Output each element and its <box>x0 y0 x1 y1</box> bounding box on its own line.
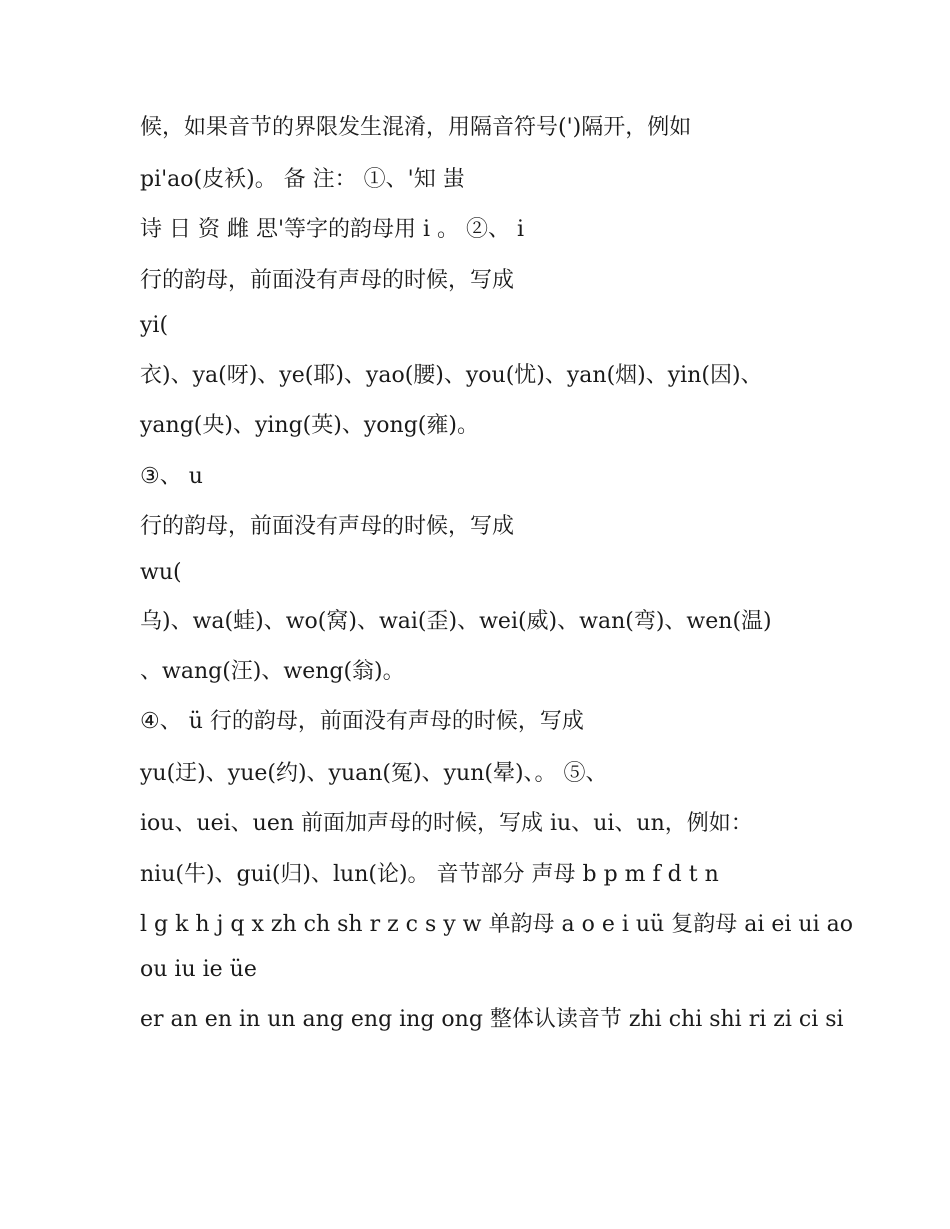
text-line: 诗 日 资 雌 思'等字的韵母用 i 。 ②、 i <box>140 217 525 242</box>
text-line: yu(迂)、yue(约)、yuan(冤)、yun(晕)、。 ⑤、 <box>140 761 608 786</box>
text-line: iou、uei、uen 前面加声母的时候，写成 iu、ui、un，例如： <box>140 811 753 836</box>
text-line: niu(牛)、gui(归)、lun(论)。 音节部分 声母 b p m f d t n <box>140 862 719 887</box>
text-line: 衣)、ya(呀)、ye(耶)、yao(腰)、you(忧)、yan(烟)、yin(因)、 <box>140 363 763 388</box>
text-line: 候，如果音节的界限发生混淆，用隔音符号(')隔开，例如 <box>140 115 692 140</box>
text-line: 行的韵母，前面没有声母的时候，写成 <box>140 514 515 539</box>
text-line: pi'ao(皮袄)。 备 注： ①、'知 蚩 <box>140 167 465 192</box>
text-line: ④、 ü 行的韵母，前面没有声母的时候，写成 <box>140 709 584 734</box>
text-line: 乌)、wa(蛙)、wo(窝)、wai(歪)、wei(威)、wan(弯)、wen(温) <box>140 609 772 634</box>
text-line: ou iu ie üe <box>140 957 257 982</box>
text-line: er an en in un ang eng ing ong 整体认读音节 zhi chi shi ri zi ci si <box>140 1007 844 1032</box>
text-line: l g k h j q x zh ch sh r z c s y w 单韵母 a o e i uü 复韵母 ai ei ui ao <box>140 912 853 937</box>
text-line: 行的韵母，前面没有声母的时候，写成 <box>140 268 515 293</box>
text-line: yi( <box>140 313 169 338</box>
text-line: yang(央)、ying(英)、yong(雍)。 <box>140 413 479 438</box>
text-line: ③、 u <box>140 464 203 489</box>
text-line: 、wang(汪)、weng(翁)。 <box>140 659 405 684</box>
text-line: wu( <box>140 560 182 585</box>
